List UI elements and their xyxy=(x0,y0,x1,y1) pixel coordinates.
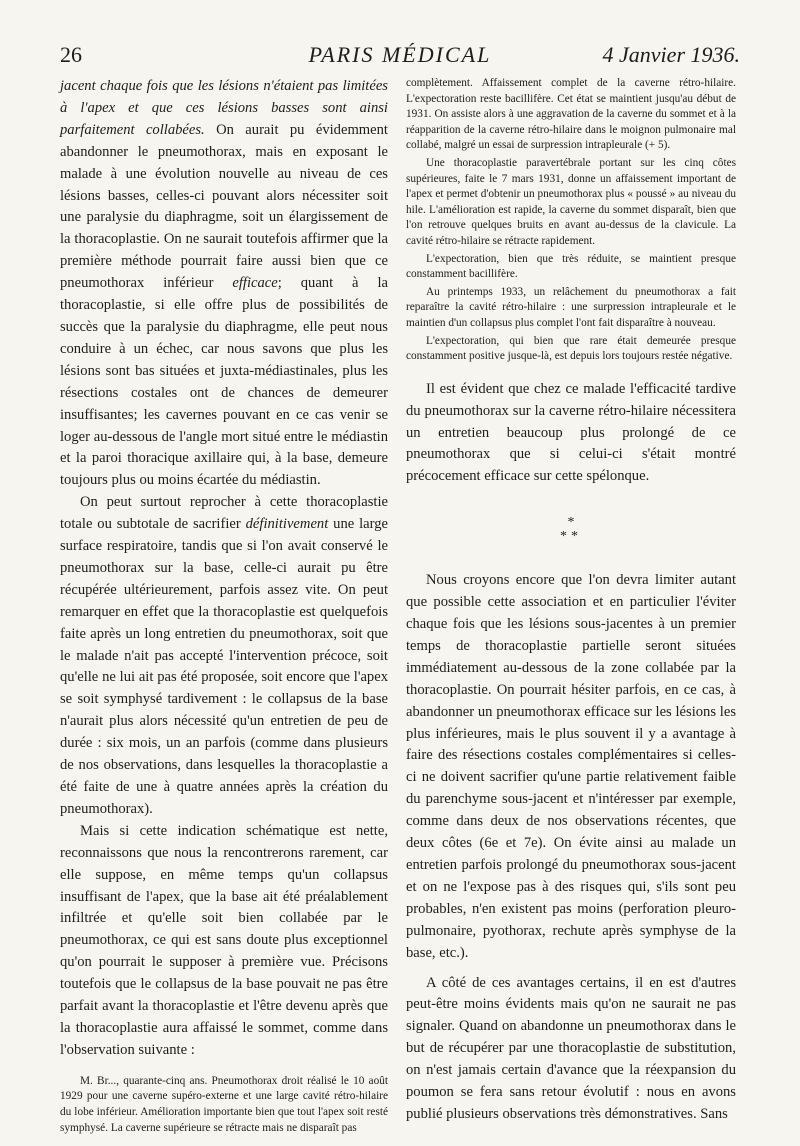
paragraph: Nous croyons encore que l'on devra limiter autant que possible cette association et en particulier l'éviter chaque fois que les lésions sous-jacentes à un premier temps de thoracoplastie partielle seront situées immédiatement au-dessous de la zone collabée par la thoracoplastie. On pourrait hésiter parfois, en ce cas, à abandonner un pneumothorax efficace sur les lésions les plus inférieures, mais le plus souvent il y a avantage à faire des résections costales complémentaires si celles-ci ne doivent sacrifier qu'une partie relativement faible du parenchyme sous-jacent et n'intéresser par exemple, comme dans deux de nos observations récentes, que deux côtes (6e et 7e). On évite ainsi au malade un entretien parfois prolongé du pneumothorax sous-jacent et on ne l'expose pas à des risques qui, s'ils sont peu probables, n'en existent pas moins (perforation pleuro-pulmonaire, pyothorax, rechute après symphyse de la base, etc.). xyxy=(406,572,736,961)
journal-title: PARIS MÉDICAL xyxy=(308,42,492,67)
paragraph: Il est évident que chez ce malade l'efficacité tardive du pneumothorax sur la caverne rétro-hilaire nécessitera un entretien beaucoup plus prolongé de ce pneumothorax que si celui-ci s'était montré précocement efficace sur cette spélonque. xyxy=(406,380,736,485)
observation-note: M. Br..., quarante-cinq ans. Pneumothorax droit réalisé le 10 août 1929 pour une caverne supéro-externe et une large cavité rétro-hilaire du lobe inférieur. Amélioration importante bien que tout l'apex soit resté symphysé. La caverne supérieure se rétracte mais ne disparaît pas xyxy=(60,1074,388,1134)
issue-date: 4 Janvier 1936. xyxy=(602,42,740,67)
observation-note: L'expectoration, qui bien que rare était demeurée presque constamment positive jusque-là, est depuis lors toujours restée négative. xyxy=(406,334,736,363)
page-header xyxy=(60,42,740,74)
paragraph: jacent chaque fois que les lésions n'étaient pas limitées à l'apex et que ces lésions basses sont ainsi parfaitement collabées. On aurait pu évidemment abandonner le pneumothorax, mais en exposant le malade à une évolution nouvelle au niveau de ces lésions basses, celles-ci pouvant alors nécessiter soit une paralysie du diaphragme, soit un élargissement de la thoracoplastie. On ne saurait toutefois affirmer que la première méthode pourrait faire aussi bien que ce pneumothorax inférieur efficace; quant à la thoracoplastie, si elle offre plus de possibilités de succès que la paralysie du diaphragme, elle peut nous conduire à un échec, car nous savons que plus les lésions sont bas situées et juxta-médiastinales, plus les résections costales ont de chances de demeurer insuffisantes; les cavernes pouvant en ce cas venir se loger au-dessous de l'angle mort situé entre le médiastin et la paroi thoracique axillaire qui, à la base, demeure toujours plus ou moins écartée du médiastin. xyxy=(60,78,388,489)
observation-note: Au printemps 1933, un relâchement du pneumothorax a fait reparaître la cavité rétro-hilaire : une surpression intrapleurale et le maintien d'un collapsus plus complet l'ont fait disparaître à nouveau. xyxy=(406,285,736,329)
italic-text: jacent chaque fois que les lésions n'étaient pas limitées à l'apex et que ces lésions basses sont ainsi parfaitement collabées. xyxy=(60,78,388,138)
paragraph: On peut surtout reprocher à cette thoracoplastie totale ou subtotale de sacrifier définitivement une large surface respiratoire, tandis que si l'on avait conservé le pneumothorax sur la base, celle-ci aurait pu être récupérée ultérieurement, parfois assez vite. On peut remarquer en effet que la thoracoplastie est quelquefois faite après un long entretien du pneumothorax, soit que le malade n'ait pas accepté l'intervention précoce, soit qu'elle ne lui ait pas été proposée, soit encore que l'apex se soit symphysé tardivement : le collapsus de la base n'aurait plus alors nécessité qu'un entretien de peu de durée : six mois, un an parfois (comme dans plusieurs de nos observations, dans lesquelles la thoracoplastie a été faite de une à quatre années après la création du pneumothorax). xyxy=(60,494,388,817)
paragraph: Mais si cette indication schématique est nette, reconnaissons que nous la rencontrerons rarement, car elle suppose, en même temps qu'un collapsus insuffisant de l'apex, que la base ait été préalablement infiltrée et qu'elle soit bien collabée par le pneumothorax, ce qui est sans doute plus exceptionnel qu'on pourrait le supposer à première vue. Précisons toutefois que le collapsus de la base pouvait ne pas être parfait avant la thoracoplastie et l'être devenu après que la thoracoplastie aura affaissé le sommet, comme dans l'observation suivante : xyxy=(60,822,388,1058)
observation-note: complètement. Affaissement complet de la caverne rétro-hilaire. L'expectoration reste bacillifère. Cet état se maintient jusqu'au début de 1931. On assiste alors à une aggravation de la caverne du sommet et à la réapparition de la caverne rétro-hilaire dans le moignon pulmonaire mal collabé, malgré un essai de surpression intrapleurale (+ 5). xyxy=(406,77,736,152)
right-column xyxy=(406,76,736,1126)
observation-note: L'expectoration, bien que très réduite, se maintient presque constamment bacillifère. xyxy=(406,252,736,281)
italic-text: efficace xyxy=(232,275,278,292)
paragraph: A côté de ces avantages certains, il en est d'autres peut-être moins évidents mais qu'on ne saurait ne pas signaler. Quand on abandonne un pneumothorax dans le but de récupérer par une thoracoplastie de substitution, on n'est jamais certain d'avance que la réexpansion du poumon se fera sans retour évolutif : nous en avons publié plusieurs observations très démonstratives. Sans xyxy=(406,974,736,1122)
observation-note: Une thoracoplastie paravertébrale portant sur les cinq côtes supérieures, faite le 7 mars 1931, donne un affaissement important de l'apex et permet d'obtenir un pneumothorax plus « poussé » au niveau du hile. L'amélioration est rapide, la caverne du sommet disparaît, bien que l'on retrouve quelques bruits en avant au-dessus de la clavicule. La cavité rétro-hilaire se rétracte rapidement. xyxy=(406,156,736,247)
left-column xyxy=(60,76,388,1139)
page-number: 26 xyxy=(60,42,82,67)
italic-text: définitivement xyxy=(245,516,329,533)
section-separator: * ** xyxy=(560,515,582,545)
